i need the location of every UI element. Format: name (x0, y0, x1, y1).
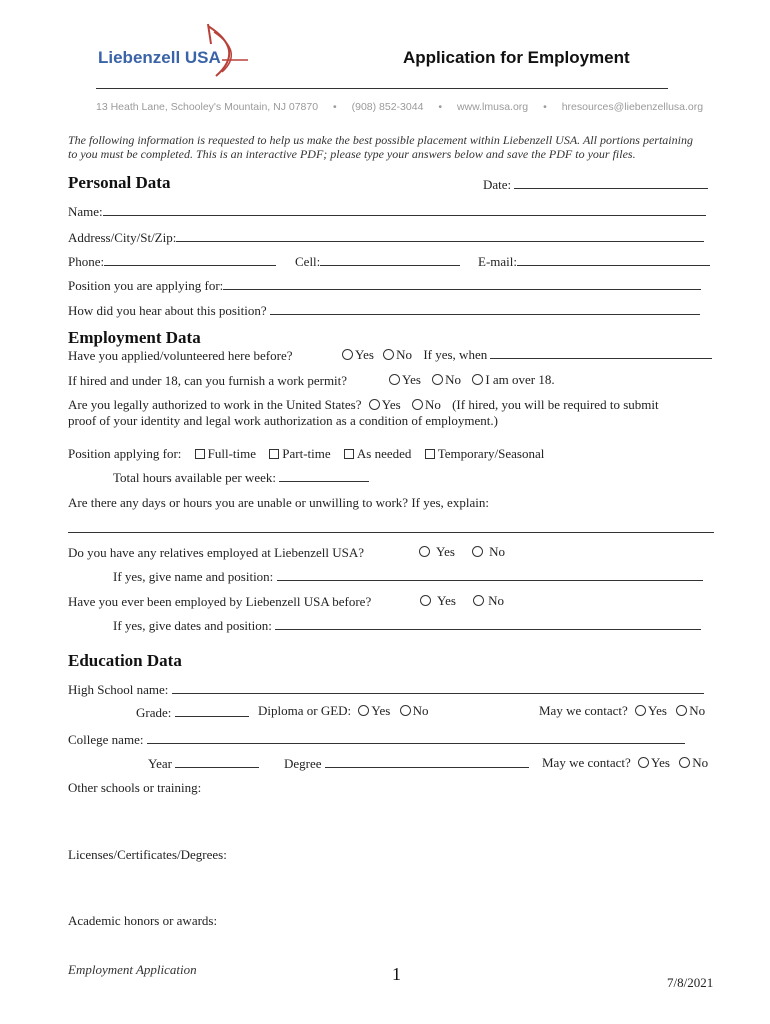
authorized-no-radio[interactable] (412, 399, 423, 410)
yes-label: Yes (436, 544, 455, 559)
header-rule (96, 88, 668, 89)
yes-label: Yes (651, 755, 670, 770)
permit-yes-radio[interactable] (389, 374, 400, 385)
position-for-label: Position applying for: (68, 446, 182, 461)
no-label: No (412, 703, 429, 718)
no-label: No (489, 544, 506, 559)
phone-input[interactable] (104, 254, 276, 266)
highschool-field (68, 682, 704, 698)
contact-label: May we contact? (539, 703, 628, 718)
header-contact (96, 101, 703, 113)
temporary-label: Temporary/Seasonal (437, 446, 545, 461)
no-label: No (689, 703, 706, 718)
contact-label: May we contact? (542, 755, 631, 770)
hs-contact-field (539, 703, 705, 719)
cell-label: Cell: (295, 254, 321, 269)
bullet-icon: • (438, 101, 443, 113)
applied-question: Have you applied/volunteered here before? (68, 348, 293, 363)
employed-yes-radio[interactable] (420, 595, 431, 606)
unable-question: Are there any days or hours you are unable or unwilling to work? If yes, explain: (68, 495, 489, 510)
employed-question: Have you ever been employed by Liebenzell USA before? (68, 594, 372, 609)
yes-label: Yes (355, 347, 374, 362)
intro-text-2: to you must be completed. This is an interactive PDF; please type your answers below and save the PDF to your files. (68, 147, 636, 161)
email-input[interactable] (517, 254, 710, 266)
asneeded-checkbox[interactable] (344, 449, 354, 459)
heard-input[interactable] (270, 303, 700, 315)
relatives-question: Do you have any relatives employed at Liebenzell USA? (68, 545, 365, 560)
applied-yes-radio[interactable] (342, 349, 353, 360)
name-label: Name: (68, 204, 103, 219)
cell-field (295, 254, 460, 270)
logo-text: Liebenzell USA (98, 48, 221, 67)
employed-no-radio[interactable] (473, 595, 484, 606)
applied-options (342, 347, 712, 363)
grade-label: Grade: (136, 705, 172, 720)
no-label: No (445, 372, 462, 387)
position-type-row (68, 446, 544, 462)
college-contact-field (542, 755, 708, 771)
permit-options (389, 372, 555, 388)
employed-detail-label: If yes, give dates and position: (113, 618, 272, 633)
degree-field (284, 756, 529, 772)
fulltime-label: Full-time (207, 446, 257, 461)
degree-input[interactable] (325, 756, 529, 768)
relatives-no-radio[interactable] (472, 546, 483, 557)
grade-field (136, 705, 249, 721)
licenses-input[interactable] (68, 865, 714, 905)
year-field (148, 756, 259, 772)
parttime-checkbox[interactable] (269, 449, 279, 459)
year-label: Year (148, 756, 172, 771)
college-contact-no-radio[interactable] (679, 757, 690, 768)
phone-label: Phone: (68, 254, 105, 269)
bullet-icon: • (333, 101, 337, 113)
honors-label: Academic honors or awards: (68, 913, 218, 928)
authorized-question (68, 397, 659, 413)
hours-input[interactable] (279, 470, 369, 482)
authorized-q-text: Are you legally authorized to work in the United States? (68, 397, 362, 412)
footer-doc-name: Employment Application (68, 962, 197, 977)
honors-input[interactable] (68, 931, 714, 956)
name-field (68, 204, 706, 220)
relatives-detail-input[interactable] (277, 569, 703, 581)
fulltime-checkbox[interactable] (195, 449, 205, 459)
parttime-label: Part-time (282, 446, 331, 461)
if-yes-when-label: If yes, when (423, 347, 488, 362)
hs-contact-no-radio[interactable] (676, 705, 687, 716)
diploma-no-radio[interactable] (400, 705, 411, 716)
employed-detail-input[interactable] (275, 618, 701, 630)
heard-label: How did you hear about this position? (68, 303, 267, 318)
over18-radio[interactable] (472, 374, 483, 385)
bullet-icon: • (543, 101, 547, 113)
no-label: No (488, 593, 505, 608)
no-label: No (396, 347, 413, 362)
address-field (68, 230, 704, 246)
page-number: 1 (392, 964, 401, 984)
page-title: Application for Employment (403, 48, 630, 67)
temporary-checkbox[interactable] (425, 449, 435, 459)
authorized-note-2: proof of your identity and legal work authorization as a condition of employment.) (68, 413, 498, 428)
header-address: 13 Heath Lane, Schooley's Mountain, NJ 07870 (96, 101, 319, 113)
highschool-input[interactable] (172, 682, 704, 694)
yes-label: Yes (381, 397, 401, 412)
footer-date: 7/8/2021 (667, 975, 714, 990)
yes-label: Yes (402, 372, 421, 387)
employed-options (420, 593, 504, 609)
yes-label: Yes (648, 703, 667, 718)
diploma-yes-radio[interactable] (358, 705, 369, 716)
college-input[interactable] (147, 732, 685, 744)
employed-detail-field (113, 618, 701, 634)
education-heading: Education Data (68, 651, 182, 670)
hs-contact-yes-radio[interactable] (635, 705, 646, 716)
permit-no-radio[interactable] (432, 374, 443, 385)
unable-input[interactable] (68, 521, 714, 533)
applied-when-input[interactable] (490, 347, 712, 359)
intro-text: The following information is requested to help us make the best possible placement within Liebenzell USA. All portions pertaining (68, 133, 693, 147)
no-label: No (692, 755, 709, 770)
diploma-field (258, 703, 428, 719)
over18-label: I am over 18. (485, 372, 555, 387)
year-input[interactable] (175, 756, 259, 768)
highschool-label: High School name: (68, 682, 169, 697)
relatives-options (419, 544, 505, 560)
hours-field (113, 470, 369, 486)
header-phone: (908) 852-3044 (351, 101, 424, 113)
yes-label: Yes (371, 703, 391, 718)
licenses-label: Licenses/Certificates/Degrees: (68, 847, 227, 862)
yes-label: Yes (437, 593, 456, 608)
college-label: College name: (68, 732, 144, 747)
relatives-detail-label: If yes, give name and position: (113, 569, 274, 584)
heard-field (68, 303, 700, 319)
grade-input[interactable] (175, 705, 249, 717)
logo (96, 22, 256, 78)
position-label: Position you are applying for: (68, 278, 224, 293)
authorized-note: (If hired, you will be required to submit (452, 397, 659, 412)
relatives-detail-field (113, 569, 703, 585)
asneeded-label: As needed (356, 446, 412, 461)
degree-label: Degree (284, 756, 322, 771)
college-field (68, 732, 685, 748)
date-input[interactable] (514, 177, 708, 189)
position-field (68, 278, 701, 294)
no-label: No (424, 397, 441, 412)
cell-input[interactable] (320, 254, 460, 266)
name-input[interactable] (103, 204, 706, 216)
date-field (483, 177, 708, 193)
email-field (478, 254, 710, 270)
hours-label: Total hours available per week: (113, 470, 276, 485)
other-schools-input[interactable] (68, 798, 714, 838)
personal-heading: Personal Data (68, 173, 171, 192)
address-input[interactable] (176, 230, 704, 242)
permit-question: If hired and under 18, can you furnish a work permit? (68, 373, 348, 388)
relatives-yes-radio[interactable] (419, 546, 430, 557)
email-label: E-mail: (478, 254, 517, 269)
header-website[interactable]: www.lmusa.org (456, 101, 529, 113)
college-contact-yes-radio[interactable] (638, 757, 649, 768)
authorized-yes-radio[interactable] (369, 399, 380, 410)
diploma-label: Diploma or GED: (258, 703, 352, 718)
applied-no-radio[interactable] (383, 349, 394, 360)
employment-heading: Employment Data (68, 328, 201, 347)
header-email[interactable]: hresources@liebenzellusa.org (561, 101, 704, 113)
other-schools-label: Other schools or training: (68, 780, 202, 795)
position-input[interactable] (223, 278, 701, 290)
phone-field (68, 254, 276, 270)
date-label: Date: (483, 177, 512, 192)
address-label: Address/City/St/Zip: (68, 230, 177, 245)
